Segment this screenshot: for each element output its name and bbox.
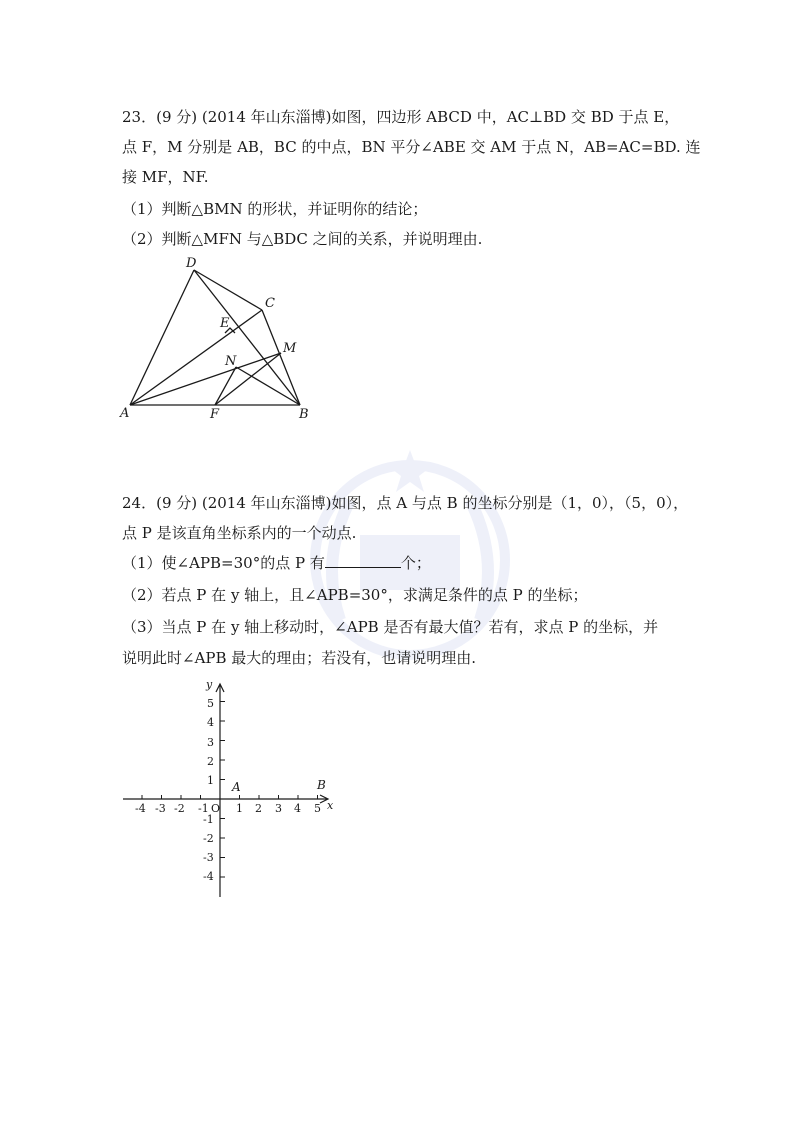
x-tick-label: 3 xyxy=(275,802,282,815)
label-N: N xyxy=(225,354,237,369)
q23-part-2: （2）判断△MFN 与△BDC 之间的关系，并说明理由. xyxy=(122,230,483,248)
answer-blank[interactable] xyxy=(325,553,401,568)
label-B: B xyxy=(299,407,309,422)
label-M: M xyxy=(283,341,297,356)
label-A: A xyxy=(120,406,130,421)
x-tick-label: -2 xyxy=(174,802,185,815)
y-axis-label: y xyxy=(206,678,213,691)
y-tick-label: -4 xyxy=(203,870,214,883)
y-tick-label: 2 xyxy=(207,755,214,768)
q23-text-line-1: 23．(9 分) (2014 年山东淄博)如图，四边形 ABCD 中，AC⊥BD 交 BD 于点 E， xyxy=(122,108,680,126)
q24-part-3-line-1: （3）当点 P 在 y 轴上移动时，∠APB 是否有最大值？若有，求点 P 的坐标，并 xyxy=(122,618,659,636)
q24-text-line-2: 点 P 是该直角坐标系内的一个动点. xyxy=(122,524,357,542)
x-tick-label: 2 xyxy=(255,802,262,815)
origin-label: O xyxy=(211,802,221,815)
label-D: D xyxy=(186,256,197,271)
x-tick-label: -3 xyxy=(155,802,166,815)
q24-part-1-prefix: （1）使∠APB=30°的点 P 有 xyxy=(122,554,325,572)
y-tick-label: 5 xyxy=(207,697,214,710)
segment-AD xyxy=(130,270,194,405)
y-tick-label: -2 xyxy=(203,832,214,845)
x-tick-label: 4 xyxy=(294,802,301,815)
segment-AC xyxy=(130,310,262,405)
label-F: F xyxy=(210,407,220,422)
q23-text-line-2: 点 F，M 分别是 AB，BC 的中点，BN 平分∠ABE 交 AM 于点 N，AB=AC=BD. 连 xyxy=(122,138,701,156)
y-tick-label: -1 xyxy=(203,813,214,826)
q24-part-1 xyxy=(122,553,431,573)
y-tick-label: 3 xyxy=(207,736,214,749)
segment-AM xyxy=(130,353,281,405)
x-tick-label: 5 xyxy=(314,802,321,815)
q24-part-3-line-2: 说明此时∠APB 最大的理由；若没有，也请说明理由. xyxy=(122,649,477,667)
q23-part-1: （1）判断△BMN 的形状，并证明你的结论； xyxy=(122,200,428,218)
q23-text-line-3: 接 MF，NF. xyxy=(122,168,209,186)
q23-geometry-figure xyxy=(110,255,330,425)
segment-BN xyxy=(236,367,300,405)
segment-DC xyxy=(194,270,262,310)
label-E: E xyxy=(220,316,230,331)
point-A-label: A xyxy=(232,780,241,794)
y-tick-label: 4 xyxy=(207,716,214,729)
segment-DB xyxy=(194,270,300,405)
point-B-label: B xyxy=(317,778,326,792)
x-tick-label: 1 xyxy=(236,802,243,815)
y-tick-label: -3 xyxy=(203,851,214,864)
q24-coordinate-grid xyxy=(115,675,345,900)
x-tick-label: -4 xyxy=(135,802,146,815)
q24-part-1-suffix: 个； xyxy=(400,554,431,572)
label-C: C xyxy=(265,296,275,311)
x-tick-label: -1 xyxy=(198,802,209,815)
y-tick-label: 1 xyxy=(207,774,214,787)
x-axis-label: x xyxy=(327,799,334,812)
q24-text-line-1: 24．(9 分) (2014 年山东淄博)如图，点 A 与点 B 的坐标分别是（1，0），（5，0）， xyxy=(122,494,689,512)
q24-part-2: （2）若点 P 在 y 轴上，且∠APB=30°，求满足条件的点 P 的坐标； xyxy=(122,586,588,604)
